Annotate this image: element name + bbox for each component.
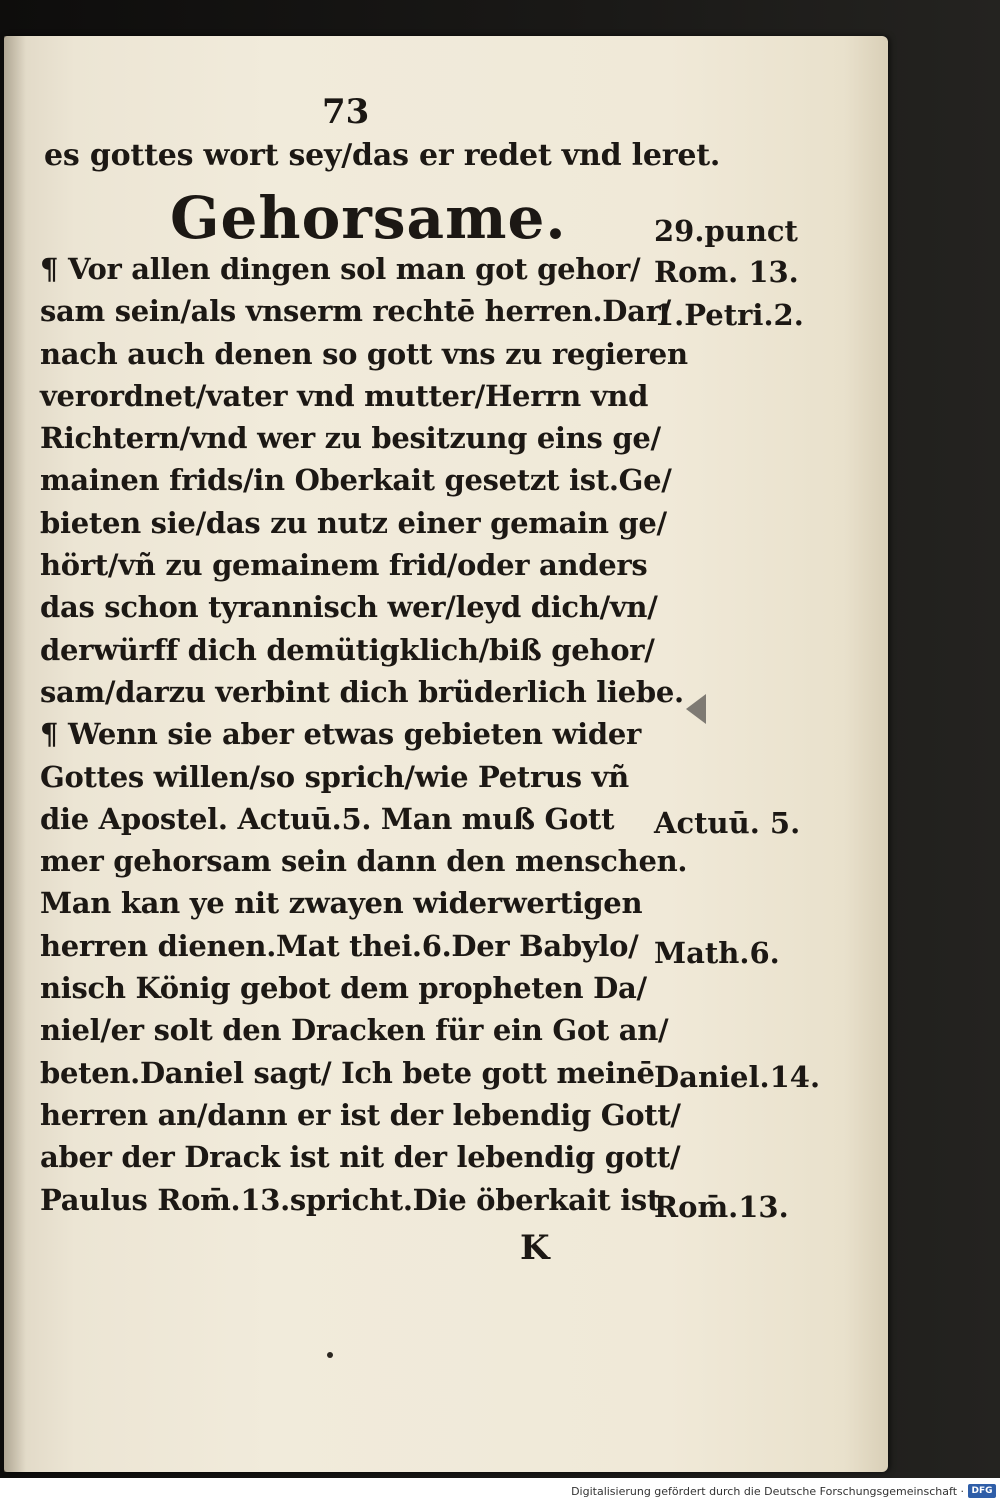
margin-note: 1.Petri.2. [654,298,804,332]
paper-hole [686,694,706,724]
text-line: die Apostel. Actuū.5. Man muß Gott [40,801,615,836]
text-line: sam/darzu verbint dich brüderlich liebe. [40,674,684,709]
text-line: nisch König gebot dem propheten Da/ [40,971,647,1006]
ink-speck [327,1352,333,1358]
margin-note: 29.punct [654,214,798,248]
dfg-logo: DFG [968,1484,996,1498]
text-line: mainen frids/in Oberkait gesetzt ist.Ge/ [40,463,672,498]
text-line: beten.Daniel sagt/ Ich bete gott meinē [40,1055,655,1090]
text-line: sam sein/als vnserm rechtē herren.Dar/ [40,294,671,329]
text-line: derwürff dich demütigklich/biß gehor/ [40,632,655,667]
running-head: es gottes wort sey/das er redet vnd leret. [44,138,721,173]
text-line: mer gehorsam sein dann den menschen. [40,844,688,879]
text-line: herren dienen.Mat thei.6.Der Babylo/ [40,928,639,963]
margin-note: Rom̄.13. [654,1190,789,1224]
text-line: ¶ Wenn sie aber etwas gebieten wider [40,717,641,752]
text-line: niel/er solt den Dracken für ein Got an/ [40,1013,669,1048]
text-line: bieten sie/das zu nutz einer gemain ge/ [40,505,667,540]
text-line: Paulus Rom̄.13.spricht.Die öberkait ist [40,1182,661,1217]
section-heading: Gehorsame. [170,184,567,252]
text-line: hört/vñ zu gemainem frid/oder anders [40,548,648,583]
text-line: das schon tyrannisch wer/leyd dich/vn/ [40,590,658,625]
text-line: Man kan ye nit zwayen widerwertigen [40,886,643,921]
margin-note: Daniel.14. [654,1060,821,1094]
text-line: herren an/dann er ist der lebendig Gott/ [40,1097,681,1132]
text-line: Gottes willen/so sprich/wie Petrus vñ [40,759,629,794]
text-line: Richtern/vnd wer zu besitzung eins ge/ [40,421,661,456]
text-line: ¶ Vor allen dingen sol man got gehor/ [40,252,641,286]
catchword: K [520,1228,550,1268]
body-text [40,248,688,1221]
page-number: 73 [322,92,370,132]
margin-note: Actuū. 5. [654,806,801,840]
page-gutter-shadow [4,36,26,1472]
margin-note: Math.6. [654,936,780,970]
margin-note: Rom. 13. [654,255,799,289]
text-line: verordnet/vater vnd mutter/Herrn vnd [40,378,649,413]
footer-bar [0,1478,1000,1505]
text-line: aber der Drack ist nit der lebendig gott/ [40,1140,681,1175]
text-line: nach auch denen so gott vns zu regieren [40,336,688,371]
funding-credit: Digitalisierung gefördert durch die Deutsche Forschungsgemeinschaft · [571,1485,964,1498]
